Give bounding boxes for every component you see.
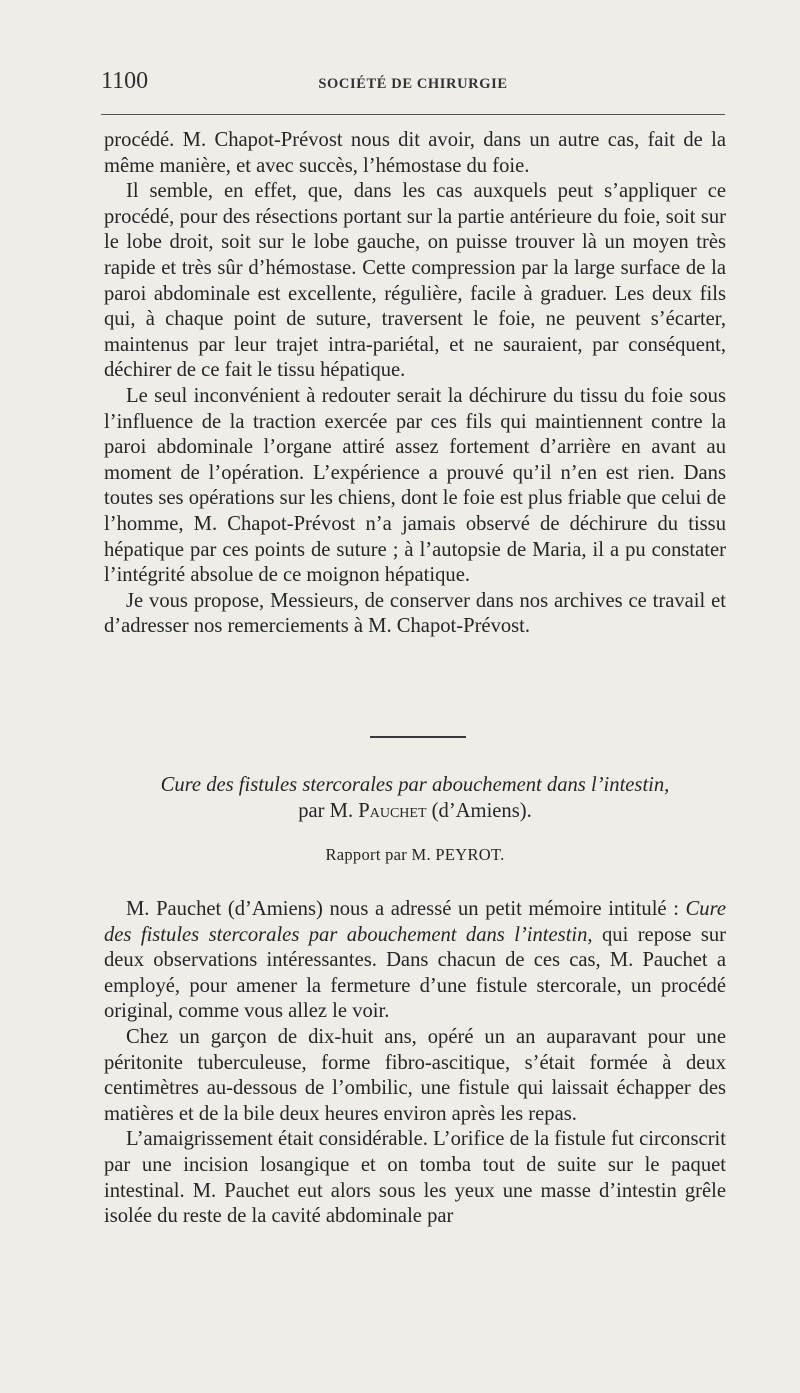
header-rule (101, 114, 725, 115)
author-name: Pauchet (358, 800, 427, 822)
paragraph: Je vous propose, Messieurs, de conserver dans nos archives ce travail et d’adresser nos remerciements à M. Chapot-Prévost. (104, 589, 726, 638)
byline-prefix: par M. (298, 800, 354, 822)
report-continuation (104, 128, 726, 640)
paragraph-text: M. Pauchet (d’Amiens) nous a adressé un petit mémoire intitulé : (126, 898, 679, 920)
paragraph: Le seul inconvénient à redouter serait la déchirure du tissu du foie sous l’influence de la traction exercée par ces fils qui maintiennent contre la paroi abdominale l’organe attiré assez fortement d’arrière en avant au moment de l’opération. L’expérience a prouvé qu’il n’en est rien. Dans toutes ses opérations sur les chiens, dont le foie est plus friable que celui de l’homme, M. Chapot-Prévost n’a jamais observé de déchirure du tissu hépatique par ces points de suture ; à l’autopsie de Maria, il a pu constater l’intégrité absolue de ce moignon hépatique. (104, 384, 726, 587)
cited-title: Cure des fistules stercorales par abouchement dans l’intestin, (104, 898, 726, 946)
author-city: (d’Amiens). (431, 800, 532, 822)
paragraph (104, 897, 726, 1025)
paragraph: L’amaigrissement était considérable. L’orifice de la fistule fut circonscrit par une incision losangique et on tomba tout de suite sur le paquet intestinal. M. Pauchet eut alors sous les yeux une masse d’intestin grêle isolée du reste de la cavité abdominale par (104, 1128, 726, 1228)
section-separator (370, 736, 466, 738)
paragraph-text: qui repose sur deux observations intéressantes. Dans chacun de ces cas, M. Pauchet a employé, pour amener la fermeture d’une fistule stercorale, un procédé original, comme vous allez le voir. (104, 923, 726, 1023)
paragraph: procédé. M. Chapot-Prévost nous dit avoir, dans un autre cas, fait de la même manière, et avec succès, l’hémostase du foie. (104, 129, 726, 177)
report-label: Rapport par M. (325, 845, 431, 864)
paragraph: Chez un garçon de dix-huit ans, opéré un an auparavant pour une péritonite tuberculeuse, forme fibro-ascitique, s’était formée à deux centimètres au-dessous de l’ombilic, une fistule qui laissait échapper des matières et de la bile deux heures environ après les repas. (104, 1025, 726, 1125)
page-number: 1100 (101, 68, 149, 94)
article-byline (104, 798, 726, 824)
paragraph: Il semble, en effet, que, dans les cas auxquels peut s’appliquer ce procédé, pour des résections portant sur la partie antérieure du foie, soit sur le lobe droit, soit sur le lobe gauche, on puisse trouver là un moyen très rapide et très sûr d’hémostase. Cette compression par la large surface de la paroi abdominale est excellente, régulière, facile à graduer. Les deux fils qui, à chaque point de suture, traversent le foie, ne peuvent s’écarter, maintenus par leur trajet intra-pariétal, et ne sauraient, par conséquent, déchirer de ce fait le tissu hépatique. (104, 180, 726, 382)
reporter-name: PEYROT. (435, 845, 505, 864)
running-title: SOCIÉTÉ DE CHIRURGIE (318, 76, 508, 92)
article-title (104, 772, 726, 824)
report-body (104, 897, 726, 1230)
article-title-italic: Cure des fistules stercorales par abouchement dans l’intestin, (160, 774, 670, 796)
page-header (101, 64, 725, 100)
report-byline (104, 845, 726, 865)
